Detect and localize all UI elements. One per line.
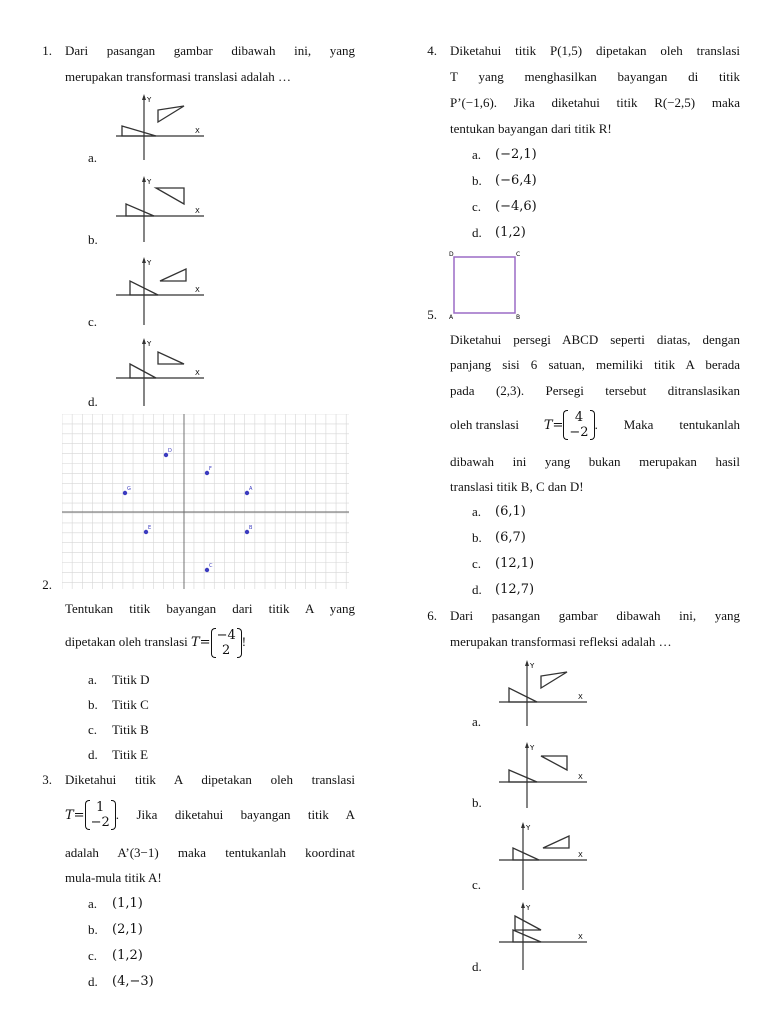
q5-line5: dibawah ini yang bukan merupakan hasil [450, 454, 740, 469]
q5-vector-bottom: −2 [569, 425, 589, 440]
q6a-x-label: X [578, 693, 583, 701]
q3-line2 [65, 800, 355, 830]
q2-option-d: Titik E [112, 747, 149, 762]
q5-line4 [450, 410, 740, 440]
q3-option-b-letter: b. [88, 922, 98, 937]
q5-option-c-letter: c. [472, 556, 482, 571]
q1-line2: merupakan transformasi translasi adalah … [65, 69, 291, 84]
q6-figure-d [495, 900, 590, 972]
q3-option-d: (4,−3) [112, 974, 154, 989]
q6c-y-label: Y [526, 824, 531, 832]
q5-T: T [543, 417, 553, 433]
q6-figure-a [495, 658, 590, 728]
q1d-y-label: Y [147, 340, 152, 348]
q3-vector-bottom: −2 [90, 815, 110, 830]
q1b-y-label: Y [147, 178, 152, 186]
q6-figure-c [495, 820, 590, 892]
q5-option-a-letter: a. [472, 504, 482, 519]
q3-line3: adalah A’(3−1) maka tentukanlah koordinat [65, 845, 355, 860]
q5-corner-c: C [516, 251, 521, 258]
q5-option-a: (6,1) [495, 504, 526, 519]
q6c-x-label: X [578, 851, 583, 859]
q3-option-d-letter: d. [88, 974, 98, 989]
q1c-y-label: Y [147, 259, 152, 267]
q6-option-c-letter: c. [472, 877, 482, 892]
q3-eq: = [73, 807, 85, 823]
q1-option-c-letter: c. [88, 314, 98, 329]
q2-line2 [65, 628, 246, 658]
q5-line3: pada (2,3). Persegi tersebut ditranslasikan [450, 383, 740, 398]
q6d-y-label: Y [526, 904, 531, 912]
q4-option-d: (1,2) [495, 225, 526, 240]
q3-line1: Diketahui titik A dipetakan oleh translasi [65, 772, 355, 787]
q1b-x-label: X [195, 207, 200, 215]
q5-square-figure [446, 248, 526, 320]
q1-number: 1. [42, 43, 52, 58]
q4-option-d-letter: d. [472, 225, 482, 240]
q2-vector-top: −4 [216, 628, 236, 643]
q2-line1: Tentukan titik bayangan dari titik A yang [65, 601, 355, 616]
q3-number: 3. [42, 772, 52, 787]
q2-option-c: Titik B [112, 722, 149, 737]
q2-T: T [191, 634, 200, 650]
q5-vector [563, 410, 594, 440]
q6-option-b-letter: b. [472, 795, 482, 810]
q5-line2: panjang sisi 6 satuan, memiliki titik A berada [450, 357, 740, 372]
q1-line1: Dari pasangan gambar dibawah ini, yang [65, 43, 355, 58]
q3-option-b: (2,1) [112, 922, 143, 937]
q5-line1: Diketahui persegi ABCD seperti diatas, dengan [450, 332, 740, 347]
grid-point-label-f: F [209, 466, 212, 472]
q3-line4: mula-mula titik A! [65, 870, 162, 885]
q4-line2: T yang menghasilkan bayangan di titik [450, 69, 740, 84]
q2-option-d-letter: d. [88, 747, 98, 762]
q4-option-b-letter: b. [472, 173, 482, 188]
q2-option-c-letter: c. [88, 722, 98, 737]
q3-vector [85, 800, 116, 830]
q6a-y-label: Y [530, 662, 535, 670]
q3-line2-text: . Jika diketahui bayangan titik A [115, 807, 355, 822]
q4-line4: tentukan bayangan dari titik R! [450, 121, 612, 136]
q2-end: ! [241, 633, 247, 649]
grid-point-label-e: E [148, 525, 152, 531]
q4-line1: Diketahui titik P(1,5) dipetakan oleh translasi [450, 43, 740, 58]
q1-option-a-letter: a. [88, 150, 98, 165]
q6b-y-label: Y [530, 744, 535, 752]
q4-option-a: (−2,1) [495, 147, 537, 162]
q2-vector-bottom: 2 [222, 643, 231, 658]
q2-eq: = [199, 634, 211, 650]
q5-option-b-letter: b. [472, 530, 482, 545]
q3-vector-top: 1 [96, 800, 105, 815]
q2-number: 2. [42, 577, 52, 592]
grid-point-label-d: D [168, 448, 172, 454]
q5-line6: translasi titik B, C dan D! [450, 479, 584, 494]
q5-option-c: (12,1) [495, 556, 535, 571]
q5-corner-b: B [516, 314, 521, 320]
grid-point-label-b: B [249, 525, 253, 531]
q3-option-a-letter: a. [88, 896, 98, 911]
q4-line3: P’(−1,6). Jika diketahui titik R(−2,5) maka [450, 95, 740, 110]
q1a-x-label: X [195, 127, 200, 135]
q3-option-c-letter: c. [88, 948, 98, 963]
q2-option-b: Titik C [112, 697, 149, 712]
q5-corner-d: D [449, 251, 454, 258]
q4-option-c-letter: c. [472, 199, 482, 214]
q2-coordinate-grid [62, 414, 349, 589]
q5-option-d: (12,7) [495, 582, 535, 597]
q2-option-b-letter: b. [88, 697, 98, 712]
q2-option-a-letter: a. [88, 672, 98, 687]
grid-point-label-g: G [127, 486, 131, 492]
q6-line1: Dari pasangan gambar dibawah ini, yang [450, 608, 740, 623]
q2-line2-text: dipetakan oleh translasi [65, 633, 188, 649]
q6-line2: merupakan transformasi refleksi adalah … [450, 634, 672, 649]
q5-eq: = [552, 417, 564, 433]
q3-T: T [65, 807, 74, 823]
q6d-x-label: X [578, 933, 583, 941]
q6-option-d-letter: d. [472, 959, 482, 974]
q4-number: 4. [427, 43, 437, 58]
q4-option-b: (−6,4) [495, 173, 537, 188]
grid-point-label-c: C [209, 563, 213, 569]
q2-option-a: Titik D [112, 672, 150, 687]
q1-option-d-letter: d. [88, 394, 98, 409]
q3-option-c: (1,2) [112, 948, 143, 963]
q1c-x-label: X [195, 286, 200, 294]
q2-vector [211, 628, 242, 658]
q1-option-b-letter: b. [88, 232, 98, 247]
q1d-x-label: X [195, 369, 200, 377]
q1-figure-c [112, 255, 207, 327]
q5-option-b: (6,7) [495, 530, 526, 545]
q1a-y-label: Y [147, 96, 152, 104]
q6-number: 6. [427, 608, 437, 623]
q5-line4-tail: . Maka tentukanlah [594, 417, 740, 432]
q4-option-a-letter: a. [472, 147, 482, 162]
q3-option-a: (1,1) [112, 896, 143, 911]
q1-figure-d [112, 336, 207, 408]
q5-vector-top: 4 [574, 410, 584, 425]
q4-option-c: (−4,6) [495, 199, 537, 214]
q6b-x-label: X [578, 773, 583, 781]
q6-option-a-letter: a. [472, 714, 482, 729]
q1-figure-a [112, 92, 207, 162]
q5-number: 5. [427, 307, 437, 322]
q5-corner-a: A [449, 314, 454, 320]
q5-line4-text: oleh translasi [450, 417, 519, 432]
q6-figure-b [495, 740, 590, 810]
q5-option-d-letter: d. [472, 582, 482, 597]
q1-figure-b [112, 174, 207, 244]
grid-point-label-a: A [249, 486, 253, 492]
